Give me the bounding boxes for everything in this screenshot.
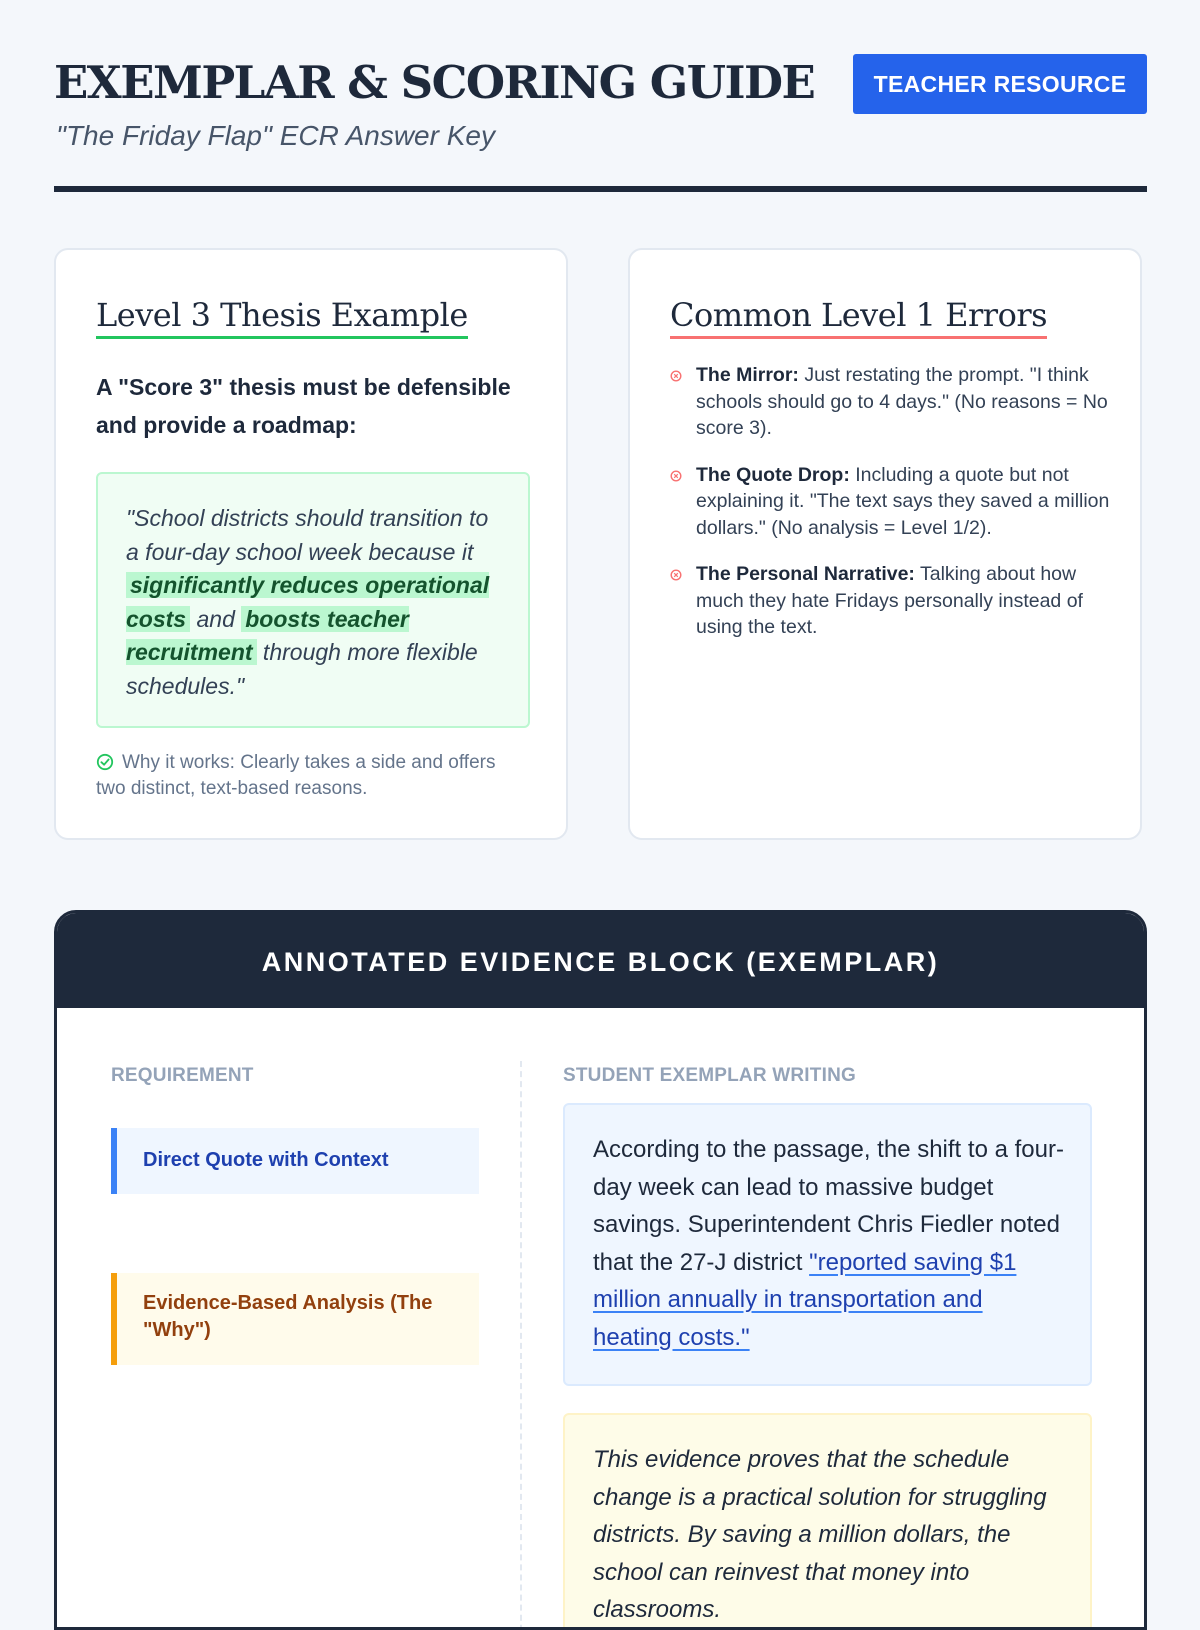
error-label: The Quote Drop: xyxy=(696,463,850,486)
errors-list xyxy=(670,362,1110,661)
common-errors-card xyxy=(628,248,1142,840)
x-circle-icon xyxy=(670,569,682,581)
annotated-evidence-block xyxy=(54,910,1147,1630)
errors-card-title: Common Level 1 Errors xyxy=(670,296,1047,339)
evidence-block-heading: ANNOTATED EVIDENCE BLOCK (EXEMPLAR) xyxy=(57,913,1144,1008)
thesis-card-title: Level 3 Thesis Example xyxy=(96,296,468,339)
column-divider xyxy=(520,1061,522,1630)
error-item-quote-drop xyxy=(670,462,1110,542)
exemplar-context: According to the passage, the shift to a four-day week can lead to massive budget savings. Superintendent Chris Fiedler noted that the 27-J district xyxy=(593,1136,1064,1276)
x-circle-icon xyxy=(670,470,682,482)
thesis-highlight-costs: significantly reduces operational costs xyxy=(126,572,490,632)
header-divider xyxy=(54,186,1147,192)
thesis-example-card xyxy=(54,248,568,840)
thesis-part: "School districts should transition to a four-day school week because it xyxy=(126,505,489,565)
requirement-direct-quote: Direct Quote with Context xyxy=(111,1128,479,1194)
exemplar-quote-box xyxy=(563,1103,1092,1386)
thesis-part: through more flexible schedules." xyxy=(126,639,478,699)
thesis-highlight-recruitment: boosts teacher recruitment xyxy=(126,605,409,665)
exemplar-quote-text xyxy=(593,1131,1064,1356)
error-label: The Personal Narrative: xyxy=(696,563,915,585)
exemplar-direct-quote: "reported saving $1 million annually in transportation and heating costs." xyxy=(593,1248,1017,1351)
thesis-text xyxy=(126,502,502,703)
teacher-resource-badge[interactable]: TEACHER RESOURCE xyxy=(853,54,1147,114)
check-circle-icon xyxy=(96,753,114,771)
requirement-column-label: REQUIREMENT xyxy=(111,1065,254,1086)
exemplar-analysis-text: This evidence proves that the schedule change is a practical solution for struggling districts. By saving a million dollars, the school can reinvest that money into classrooms. xyxy=(593,1446,1047,1623)
error-text: Just restating the prompt. "I think schools should go to 4 days." (No reasons = No score 3). xyxy=(696,364,1108,439)
page-title: EXEMPLAR & SCORING GUIDE xyxy=(54,56,815,109)
error-item-personal-narrative xyxy=(670,561,1110,641)
error-text: Including a quote but not explaining it. "The text says they saved a million dollars." (No analysis = Level 1/2). xyxy=(696,463,1110,539)
student-writing-column-label: STUDENT EXEMPLAR WRITING xyxy=(563,1065,856,1086)
page xyxy=(54,0,1147,1623)
thesis-lead: A "Score 3" thesis must be defensible and provide a roadmap: xyxy=(96,374,511,438)
error-item-mirror xyxy=(670,362,1110,442)
error-label: The Mirror: xyxy=(696,364,799,386)
exemplar-analysis-box xyxy=(563,1413,1092,1630)
thesis-part: and xyxy=(190,605,242,632)
requirement-analysis: Evidence-Based Analysis (The "Why") xyxy=(111,1273,479,1365)
why-it-works-text: Why it works: Clearly takes a side and offers two distinct, text-based reasons. xyxy=(96,752,496,799)
thesis-example-box xyxy=(96,472,530,728)
page-subtitle: "The Friday Flap" ECR Answer Key xyxy=(56,120,495,151)
error-text: Talking about how much they hate Fridays personally instead of using the text. xyxy=(696,563,1083,638)
x-circle-icon xyxy=(670,370,682,382)
why-it-works-note xyxy=(96,750,526,802)
header xyxy=(54,0,1147,192)
